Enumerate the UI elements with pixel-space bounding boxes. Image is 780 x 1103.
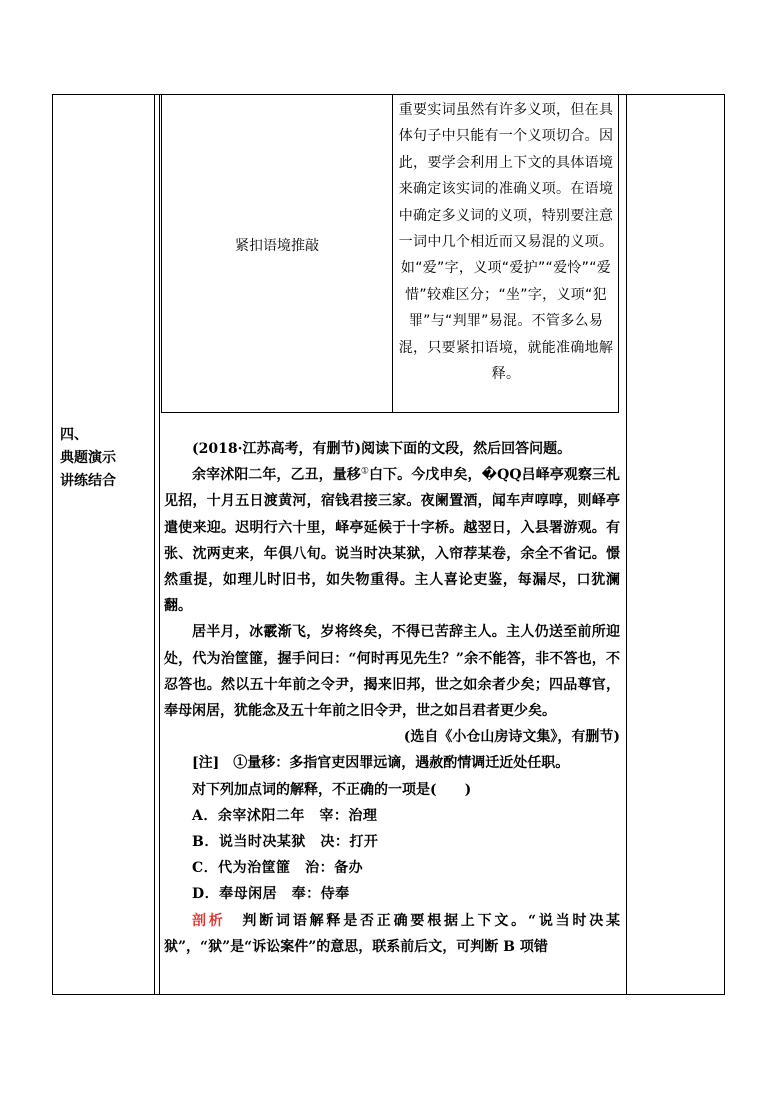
passage-block: [164, 436, 620, 960]
question-intro: (2018·江苏高考，有删节)阅读下面的文段，然后回答问题。: [192, 441, 572, 457]
section-title-line1: 典题演示: [60, 450, 116, 466]
question-stem: 对下列加点词的解释，不正确的一项是( ): [192, 781, 472, 798]
option-b: B．说当时决某狱 决：打开: [192, 834, 379, 851]
passage-paragraph-2: 居半月，冰霰渐飞，岁将终矣，不得已苦辞主人。主人仍送至前所迎处，代为治筐篚，握手问曰：“何时再见先生？”余不能答，非不答也，不忍答也。然以五十年前之令尹，揭来旧邦，世之如余者少矣；四品尊官，奉母闲居，犹能念及五十年前之旧令尹，世之如吕君者更少矣。: [164, 624, 620, 720]
footnote-marker: ①: [360, 466, 369, 477]
method-table-divider: [392, 95, 393, 412]
option-c: C．代为治筐篚 治：备办: [192, 860, 364, 877]
passage-paragraph-1: [164, 462, 620, 619]
section-title-line2: 讲练结合: [60, 473, 116, 489]
method-description: 重要实词虽然有许多义项，但在具体句子中只能有一个义项切合。因此，要学会利用上下文的具体语境来确定该实词的准确义项。在语境中确定多义词的义项，特别要注意一词中几个相近而又易混的义项。如“爱”字，义项“爱护”“爱怜”“爱惜”较难区分；“坐”字，义项“犯罪”与“判罪”易混。不管多么易混，只要紧扣语境，就能准确地解释。: [398, 102, 614, 383]
analysis-label: 剖析: [192, 912, 226, 929]
column-divider-left: [154, 95, 155, 994]
analysis: [164, 908, 620, 960]
method-name: 紧扣语境推敲: [235, 238, 319, 254]
method-table: [161, 95, 619, 413]
column-divider-inner: [159, 95, 160, 994]
analysis-text: 判断词语解释是否正确要根据上下文。“说当时决某狱”，“狱”是“诉讼案件”的意思，联系前后文，可判断 B 项错: [164, 912, 621, 955]
footnote: [注] ①量移：多指官吏因罪远谪，遇赦酌情调迁近处任职。: [192, 755, 570, 772]
passage-p1-start: 余宰沭阳二年，乙丑，量移: [192, 467, 361, 484]
section-number: 四、: [60, 427, 88, 443]
column-divider-right: [626, 95, 627, 994]
option-d: D．奉母闲居 奉：侍奉: [192, 886, 350, 903]
passage-p1-rest: 白下。今戊申矣，�QQ吕峄亭观察三札见招，十月五日渡黄河，宿钱君接三家。夜阑置酒，闻车声啍啍，则峄亭遣使来迎。迟明行六十里，峄亭延候于十字桥。越翌日，入县署游观。有张、沈两吏来，年俱八旬。说当时决某狱，入帘荐某卷，余全不省记。憬然重提，如理儿时旧书，如失物重得。主人喜论吏鉴，每漏尽，口犹澜翻。: [164, 467, 620, 615]
option-a: A．余宰沭阳二年 宰：治理: [192, 807, 378, 824]
section-label: [60, 424, 150, 493]
passage-source: (选自《小仓山房诗文集》，有删节): [403, 729, 620, 746]
